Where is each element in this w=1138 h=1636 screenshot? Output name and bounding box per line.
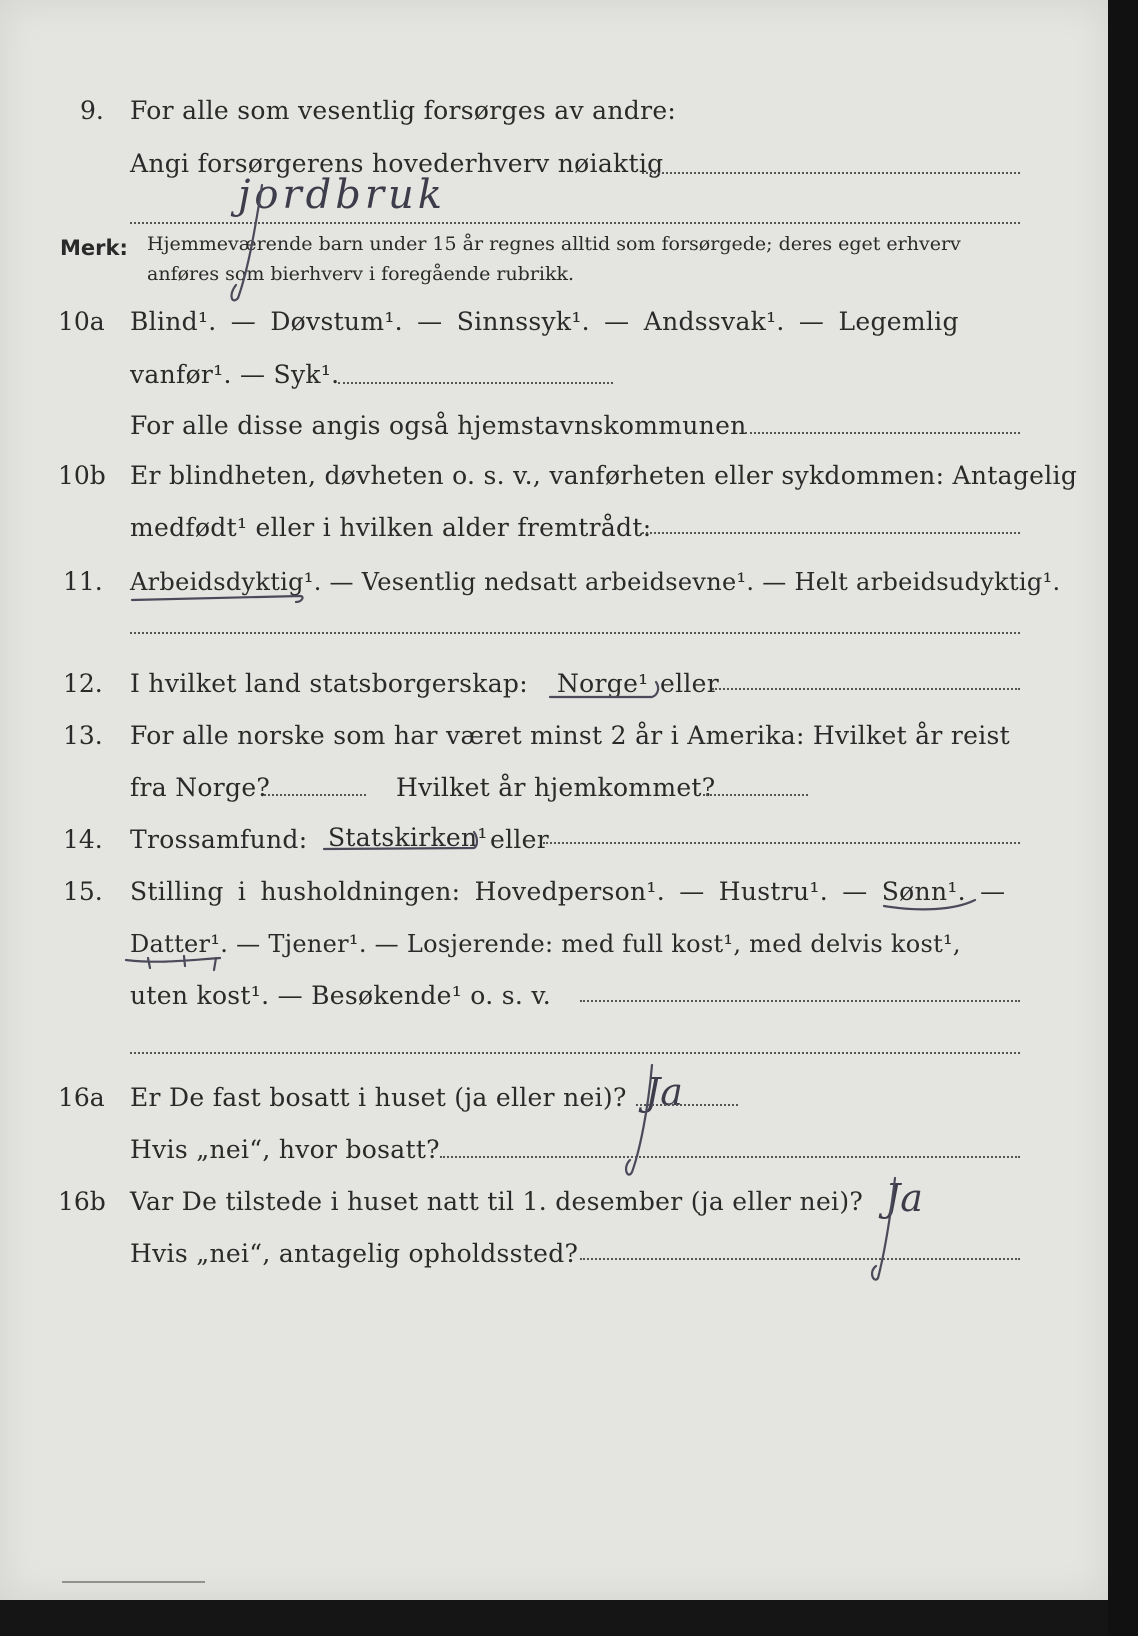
q10a-line-1: Blind¹. — Døvstum¹. — Sinnssyk¹. — Andssvak¹. — Legemlig <box>130 307 959 336</box>
q9-prompt: Angi forsørgerens hovederhverv nøiaktig <box>130 149 664 178</box>
q16b-answer-handwritten[interactable]: Ja <box>885 1176 923 1220</box>
merk-line-1: Hjemmeværende barn under 15 år regnes alltid som forsørgede; deres eget erhverv <box>147 233 961 255</box>
q10a-number: 10a <box>58 307 105 336</box>
merk-label: Merk: <box>60 236 128 260</box>
q14-underline <box>324 832 477 849</box>
q16a-line-1: Er De fast bosatt i huset (ja eller nei)? <box>130 1083 627 1112</box>
q14-suffix: eller <box>490 825 550 854</box>
q12-suffix: eller <box>660 669 720 698</box>
q10b-line-2: medfødt¹ eller i hvilken alder fremtrådt: <box>130 513 652 542</box>
merk-line-2: anføres som bierhverv i foregående rubrikk. <box>147 263 575 285</box>
q16b-line-2: Hvis „nei“, antagelig opholdssted? <box>130 1239 579 1268</box>
q12-prompt: I hvilket land statsborgerskap: <box>130 669 528 698</box>
q16a-answer-handwritten[interactable]: Ja <box>645 1070 683 1114</box>
q16b-line-1: Var De tilstede i huset natt til 1. desember (ja eller nei)? <box>130 1187 864 1216</box>
q13-line-2b: Hvilket år hjemkommet? <box>396 773 716 802</box>
q13-line-1: For alle norske som har været minst 2 år i Amerika: Hvilket år reist <box>130 721 1011 750</box>
q16a-line-2: Hvis „nei“, hvor bosatt? <box>130 1135 440 1164</box>
q14-number: 14. <box>63 825 103 854</box>
q16b-number: 16b <box>58 1187 106 1216</box>
q12-underline <box>550 682 658 697</box>
q11-number: 11. <box>63 567 103 596</box>
q15-line-3: uten kost¹. — Besøkende¹ o. s. v. <box>130 981 552 1010</box>
scan-border-bottom <box>0 1600 1108 1636</box>
q9-question: For alle som vesentlig forsørges av andre: <box>130 96 677 125</box>
q15-line-2: Datter¹. — Tjener¹. — Losjerende: med full kost¹, med delvis kost¹, <box>130 930 961 958</box>
q9-answer-handwritten[interactable]: jordbruk <box>238 172 446 218</box>
q16a-j-descender <box>626 1065 652 1175</box>
q14-prompt: Trossamfund: <box>130 825 308 854</box>
q15-underline-datter <box>126 956 220 970</box>
q10a-line-2: vanfør¹. — Syk¹. <box>130 360 340 389</box>
q9-j-descender <box>232 185 262 300</box>
q10b-number: 10b <box>58 461 106 490</box>
q10b-line-1: Er blindheten, døvheten o. s. v., vanførheten eller sykdommen: Antagelig <box>130 461 1078 490</box>
q10a-line-3: For alle disse angis også hjemstavnskommunen <box>130 411 747 440</box>
q12-option-norge[interactable]: Norge¹ <box>557 669 649 698</box>
q13-line-2a: fra Norge? <box>130 773 271 802</box>
scan-border-right <box>1108 0 1138 1636</box>
q9-number: 9. <box>80 96 104 125</box>
q16a-number: 16a <box>58 1083 105 1112</box>
q15-underline-sonn <box>884 900 975 909</box>
q11-underline <box>132 596 303 602</box>
q11-line-1: Arbeidsdyktig¹. — Vesentlig nedsatt arbeidsevne¹. — Helt arbeidsudyktig¹. <box>130 568 1061 596</box>
q13-number: 13. <box>63 721 103 750</box>
q14-option-statskirken[interactable]: Statskirken¹ <box>328 823 488 852</box>
q16b-j-descender <box>872 1178 895 1280</box>
q12-number: 12. <box>63 669 103 698</box>
q15-number: 15. <box>63 877 103 906</box>
q15-line-1: Stilling i husholdningen: Hovedperson¹. — Hustru¹. — Sønn¹. — <box>130 877 1006 906</box>
